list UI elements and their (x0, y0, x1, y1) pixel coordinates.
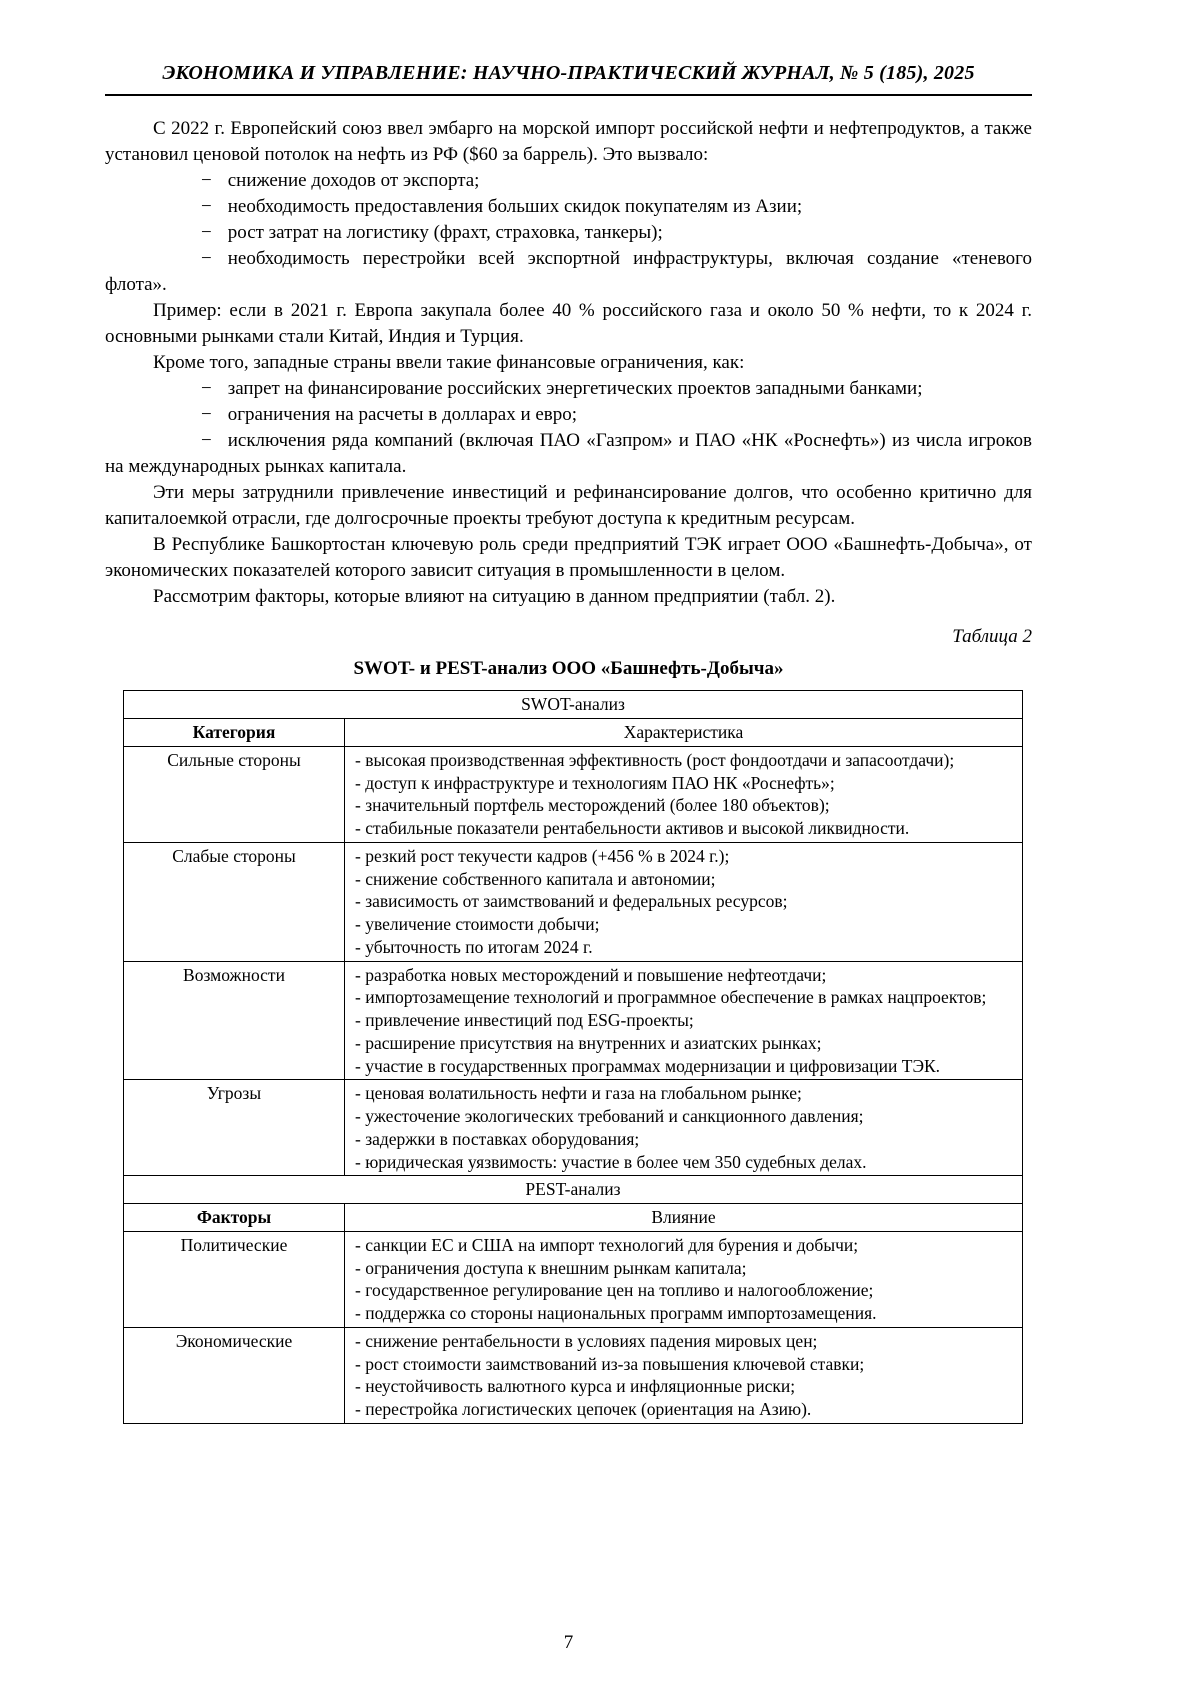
swot-section-header: SWOT-анализ (124, 691, 1023, 719)
table-row-threats (124, 1080, 1023, 1176)
list-item (105, 194, 1032, 220)
table-row-economic (124, 1327, 1023, 1423)
item-line: - резкий рост текучести кадров (+456 % в 2024 г.); (355, 845, 730, 866)
list-marker: − (201, 170, 212, 192)
list-item-text: необходимость предоставления больших скидок покупателям из Азии; (227, 196, 803, 218)
column-header-category: Категория (124, 719, 345, 747)
pest-column-header-row (124, 1204, 1023, 1232)
item-line: - импортозамещение технологий и программное обеспечение в рамках нацпроектов; (355, 987, 987, 1008)
item-line: - задержки в поставках оборудования; (355, 1128, 640, 1149)
item-line: - снижение рентабельности в условиях падения мировых цен; (355, 1330, 818, 1351)
item-line: - снижение собственного капитала и автономии; (355, 868, 716, 889)
table-row-strengths (124, 746, 1023, 842)
pest-section-row (124, 1176, 1023, 1204)
item-line: - зависимость от заимствований и федеральных ресурсов; (355, 891, 788, 912)
item-line: - ограничения доступа к внешним рынкам капитала; (355, 1257, 747, 1278)
item-line: - высокая производственная эффективность (рост фондоотдачи и запасоотдачи); (355, 749, 955, 770)
category-cell: Возможности (124, 961, 345, 1080)
items-cell (345, 842, 1023, 961)
item-line: - санкции ЕС и США на импорт технологий для бурения и добычи; (355, 1234, 859, 1255)
list-item (105, 376, 1032, 402)
list-marker: − (201, 196, 212, 218)
column-header-characteristic: Характеристика (345, 719, 1023, 747)
article-body (105, 116, 1032, 610)
swot-pest-table (123, 690, 1023, 1424)
item-line: - ужесточение экологических требований и санкционного давления; (355, 1106, 864, 1127)
table-row-opportunities (124, 961, 1023, 1080)
item-line: - перестройка логистических цепочек (ориентация на Азию). (355, 1399, 812, 1420)
list-marker: − (201, 404, 212, 426)
item-line: - юридическая уязвимость: участие в более чем 350 судебных делах. (355, 1151, 867, 1172)
items-cell (345, 1231, 1023, 1327)
list-item (105, 168, 1032, 194)
item-line: - убыточность по итогам 2024 г. (355, 936, 593, 957)
item-line: - доступ к инфраструктуре и технологиям ПАО НК «Роснефть»; (355, 772, 835, 793)
paragraph: С 2022 г. Европейский союз ввел эмбарго на морской импорт российской нефти и нефтепродуктов, а также установил ценовой потолок на нефть из РФ ($60 за баррель). Это вызвало: (105, 118, 1032, 166)
column-header-influence: Влияние (345, 1204, 1023, 1232)
list-item-text: исключения ряда компаний (включая ПАО «Газпром» и ПАО «НК «Роснефть») из числа игроков на международных рынках капитала. (105, 430, 1032, 478)
swot-section-row (124, 691, 1023, 719)
list-item-text: снижение доходов от экспорта; (227, 170, 480, 192)
list-marker: − (201, 430, 212, 452)
item-line: - разработка новых месторождений и повышение нефтеотдачи; (355, 964, 827, 985)
item-line: - поддержка со стороны национальных программ импортозамещения. (355, 1303, 877, 1324)
list-item (105, 220, 1032, 246)
table-row-political (124, 1231, 1023, 1327)
item-line: - привлечение инвестиций под ESG-проекты; (355, 1010, 694, 1031)
item-line: - неустойчивость валютного курса и инфляционные риски; (355, 1376, 796, 1397)
table-caption: Таблица 2 (952, 626, 1032, 648)
list-marker: − (201, 248, 212, 270)
items-cell (345, 1080, 1023, 1176)
list-item-text: запрет на финансирование российских энергетических проектов западными банками; (227, 378, 923, 400)
item-line: - стабильные показатели рентабельности активов и высокой ликвидности. (355, 818, 910, 839)
category-cell: Сильные стороны (124, 746, 345, 842)
list-marker: − (201, 222, 212, 244)
swot-column-header-row (124, 719, 1023, 747)
table-row-weaknesses (124, 842, 1023, 961)
journal-title: ЭКОНОМИКА И УПРАВЛЕНИЕ: НАУЧНО-ПРАКТИЧЕСКИЙ ЖУРНАЛ, № 5 (185), 2025 (162, 62, 975, 84)
list-item (105, 428, 1032, 480)
list-item-text: ограничения на расчеты в долларах и евро; (227, 404, 578, 426)
list-marker: − (201, 378, 212, 400)
list-item (105, 402, 1032, 428)
paragraph: Эти меры затруднили привлечение инвестиций и рефинансирование долгов, что особенно критично для капиталоемкой отрасли, где долгосрочные проекты требуют доступа к кредитным ресурсам. (105, 482, 1032, 530)
list-item-text: рост затрат на логистику (фрахт, страховка, танкеры); (227, 222, 663, 244)
paragraph: Рассмотрим факторы, которые влияют на ситуацию в данном предприятии (табл. 2). (153, 586, 836, 608)
category-cell: Экономические (124, 1327, 345, 1423)
paragraph: Кроме того, западные страны ввели такие финансовые ограничения, как: (153, 352, 745, 374)
page-header (105, 62, 1032, 96)
item-line: - расширение присутствия на внутренних и азиатских рынках; (355, 1032, 822, 1053)
category-cell: Политические (124, 1231, 345, 1327)
item-line: - увеличение стоимости добычи; (355, 914, 600, 935)
column-header-factors: Факторы (124, 1204, 345, 1232)
category-cell: Слабые стороны (124, 842, 345, 961)
items-cell (345, 961, 1023, 1080)
paragraph: В Республике Башкортостан ключевую роль среди предприятий ТЭК играет ООО «Башнефть-Добыча», от экономических показателей которого зависит ситуация в промышленности в целом. (105, 534, 1032, 582)
item-line: - значительный портфель месторождений (более 180 объектов); (355, 795, 830, 816)
category-cell: Угрозы (124, 1080, 345, 1176)
items-cell (345, 746, 1023, 842)
items-cell (345, 1327, 1023, 1423)
page-number: 7 (563, 1632, 574, 1653)
item-line: - государственное регулирование цен на топливо и налогообложение; (355, 1280, 874, 1301)
paragraph: Пример: если в 2021 г. Европа закупала более 40 % российского газа и около 50 % нефти, то к 2024 г. основными рынками стали Китай, Индия и Турция. (105, 300, 1032, 348)
list-item-text: необходимость перестройки всей экспортной инфраструктуры, включая создание «теневого флота». (105, 248, 1032, 296)
pest-section-header: PEST-анализ (124, 1176, 1023, 1204)
list-item (105, 246, 1032, 298)
table-title: SWOT- и PEST-анализ ООО «Башнефть-Добыча» (353, 658, 784, 680)
item-line: - рост стоимости заимствований из-за повышения ключевой ставки; (355, 1353, 865, 1374)
item-line: - участие в государственных программах модернизации и цифровизации ТЭК. (355, 1055, 941, 1076)
item-line: - ценовая волатильность нефти и газа на глобальном рынке; (355, 1083, 802, 1104)
